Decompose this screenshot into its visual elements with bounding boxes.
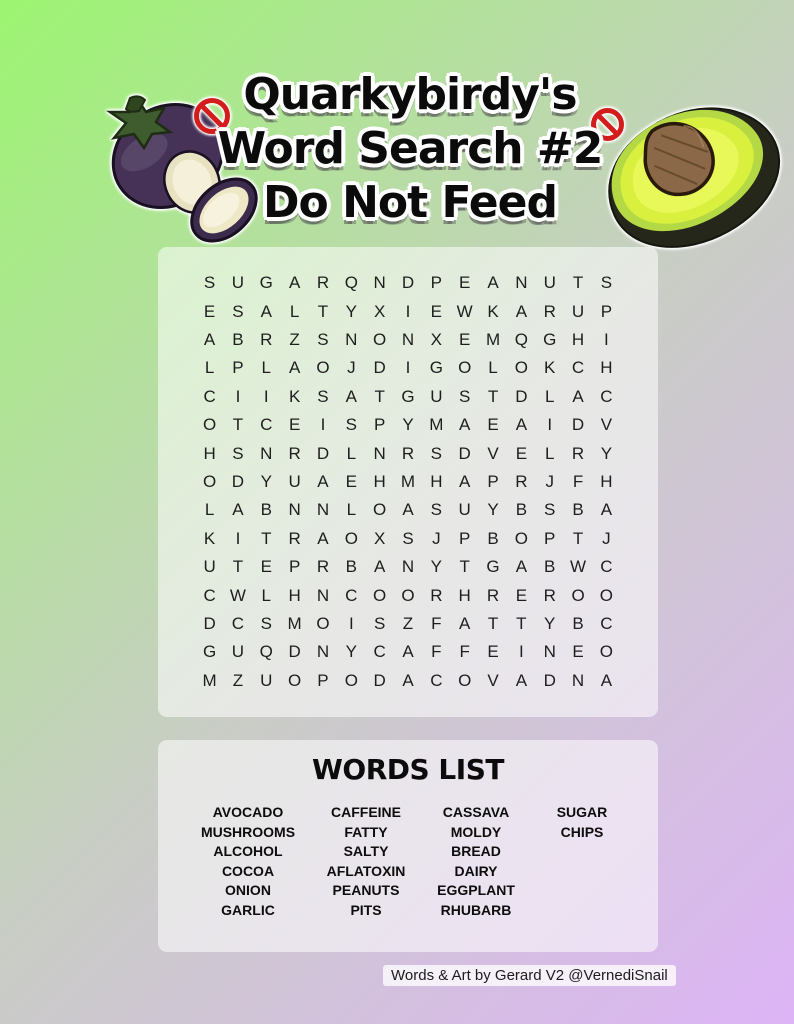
word-search-grid-panel <box>158 247 658 717</box>
word-item: CAFFEINE <box>331 804 401 820</box>
grid-letter[interactable]: L <box>544 443 555 463</box>
grid-letter[interactable]: A <box>402 500 414 520</box>
word-item: RHUBARB <box>440 901 512 918</box>
grid-letter[interactable]: H <box>600 358 613 378</box>
grid-letter[interactable]: I <box>235 528 241 548</box>
grid-letter[interactable]: I <box>405 358 411 378</box>
grid-letter[interactable]: D <box>288 642 301 662</box>
grid-letter[interactable]: L <box>488 358 498 378</box>
grid-letter[interactable]: R <box>288 443 301 463</box>
grid-letter[interactable]: O <box>344 670 358 690</box>
grid-letter[interactable]: L <box>204 500 215 520</box>
grid-letter[interactable]: U <box>203 557 216 577</box>
words-list-panel <box>158 740 658 952</box>
grid-letter[interactable]: U <box>260 670 273 690</box>
grid-letter[interactable]: C <box>231 613 245 633</box>
grid-letter[interactable]: N <box>345 330 358 350</box>
grid-letter[interactable]: M <box>400 471 416 491</box>
grid-letter[interactable]: G <box>401 386 415 406</box>
grid-letter[interactable]: O <box>344 528 358 548</box>
grid-letter[interactable]: E <box>459 330 471 350</box>
grid-letter[interactable]: J <box>602 528 611 548</box>
grid-letter[interactable]: L <box>346 443 357 463</box>
grid-letter[interactable]: I <box>405 301 411 321</box>
grid-letter[interactable]: Z <box>289 330 300 350</box>
grid-letter[interactable]: T <box>261 528 272 548</box>
grid-letter[interactable]: O <box>316 613 330 633</box>
word-item: MOLDY <box>450 823 502 840</box>
word-item: ONION <box>225 882 271 898</box>
grid-letter[interactable]: T <box>487 613 499 633</box>
grid-letter[interactable]: D <box>373 358 386 378</box>
grid-letter[interactable]: O <box>288 670 302 690</box>
grid-letter[interactable]: E <box>515 585 528 605</box>
words-column <box>327 803 406 920</box>
grid-letter[interactable]: O <box>202 415 217 435</box>
grid-letter[interactable]: A <box>232 500 244 520</box>
grid-letter[interactable]: N <box>316 642 330 662</box>
grid-letter[interactable]: G <box>486 557 500 577</box>
grid-letter[interactable]: E <box>459 273 471 293</box>
word-item: EGGPLANT <box>437 882 515 898</box>
grid-letter[interactable]: H <box>203 443 216 463</box>
grid-letter[interactable]: V <box>487 670 499 690</box>
grid-letter[interactable]: P <box>288 557 301 577</box>
grid-letter[interactable]: Y <box>430 557 443 577</box>
grid-letter[interactable]: P <box>459 528 471 548</box>
grid-letter[interactable]: C <box>600 386 613 406</box>
grid-letter[interactable]: N <box>401 330 415 350</box>
grid-letter[interactable]: Y <box>544 613 556 633</box>
grid-letter[interactable]: C <box>345 585 358 605</box>
grid-letter[interactable]: W <box>570 557 587 577</box>
grid-letter[interactable]: U <box>571 301 585 321</box>
grid-letter[interactable]: M <box>485 330 501 350</box>
words-column <box>557 803 608 842</box>
grid-letter[interactable]: G <box>259 273 273 293</box>
grid-letter[interactable]: A <box>515 557 528 577</box>
page-title-line-1: Quarkybirdy's <box>243 69 577 120</box>
grid-letter[interactable]: J <box>347 358 356 378</box>
grid-letter[interactable]: C <box>600 613 613 633</box>
grid-letter[interactable]: D <box>543 670 556 690</box>
grid-letter[interactable]: X <box>373 301 386 321</box>
grid-letter[interactable]: A <box>515 301 528 321</box>
grid-letter[interactable]: U <box>231 273 245 293</box>
grid-letter[interactable]: B <box>544 557 556 577</box>
grid-letter[interactable]: M <box>202 670 217 690</box>
grid-letter[interactable]: N <box>571 670 585 690</box>
grid-letter[interactable]: Y <box>402 415 414 435</box>
grid-letter[interactable]: R <box>430 585 443 605</box>
grid-letter[interactable]: A <box>600 500 613 520</box>
grid-letter[interactable]: C <box>600 557 613 577</box>
grid-letter[interactable]: F <box>431 642 442 662</box>
grid-letter[interactable]: N <box>316 500 330 520</box>
grid-letter[interactable]: W <box>229 585 246 605</box>
grid-letter[interactable]: L <box>289 301 300 321</box>
grid-letter[interactable]: A <box>459 471 471 491</box>
grid-letter[interactable]: O <box>571 585 585 605</box>
grid-letter[interactable]: O <box>514 528 528 548</box>
grid-letter[interactable]: R <box>316 273 330 293</box>
word-item: SUGAR <box>556 804 608 820</box>
grid-letter[interactable]: D <box>571 415 585 435</box>
grid-letter[interactable]: C <box>430 670 443 690</box>
grid-letter[interactable]: E <box>487 415 499 435</box>
grid-letter[interactable]: D <box>401 273 415 293</box>
grid-letter[interactable]: O <box>599 585 614 605</box>
grid-letter[interactable]: L <box>204 358 215 378</box>
grid-letter[interactable]: Y <box>600 443 613 463</box>
word-item: SALTY <box>343 843 389 859</box>
grid-letter[interactable]: Y <box>487 500 499 520</box>
grid-letter[interactable]: I <box>320 415 326 435</box>
grid-letter[interactable]: R <box>515 471 528 491</box>
grid-letter[interactable]: O <box>401 585 415 605</box>
grid-letter[interactable]: R <box>288 528 301 548</box>
grid-letter[interactable]: A <box>402 670 414 690</box>
word-item: AFLATOXIN <box>326 862 406 879</box>
grid-letter[interactable]: G <box>429 358 443 378</box>
grid-letter[interactable]: F <box>572 471 584 491</box>
grid-letter[interactable]: L <box>261 358 272 378</box>
grid-letter[interactable]: A <box>317 528 329 548</box>
grid-letter[interactable]: Z <box>232 670 244 690</box>
page-title-line-2: Word Search #2 <box>217 123 603 174</box>
grid-letter[interactable]: N <box>401 557 415 577</box>
page-title-line-3: Do Not Feed <box>263 177 557 228</box>
grid-letter[interactable]: A <box>459 613 471 633</box>
grid-letter[interactable]: S <box>232 301 244 321</box>
grid-letter[interactable]: U <box>458 500 471 520</box>
words-list-title: WORDS LIST <box>312 753 504 786</box>
grid-letter[interactable]: O <box>458 670 472 690</box>
grid-letter[interactable]: B <box>232 330 244 350</box>
grid-letter[interactable]: K <box>288 386 301 406</box>
grid-letter[interactable]: R <box>260 330 273 350</box>
grid-letter[interactable]: S <box>373 613 386 633</box>
grid-letter[interactable]: R <box>316 557 330 577</box>
grid-letter[interactable]: O <box>373 330 387 350</box>
word-item: GARLIC <box>221 901 275 918</box>
grid-letter[interactable]: F <box>459 642 470 662</box>
grid-letter[interactable]: F <box>431 613 442 633</box>
word-item: PITS <box>350 901 382 918</box>
grid-letter[interactable]: U <box>231 642 245 662</box>
grid-letter[interactable]: E <box>430 301 443 321</box>
grid-letter[interactable]: E <box>515 443 528 463</box>
grid-letter[interactable]: R <box>571 443 585 463</box>
grid-letter[interactable]: T <box>572 273 584 293</box>
grid-letter[interactable]: P <box>232 358 244 378</box>
grid-letter[interactable]: K <box>487 301 499 321</box>
grid-letter[interactable]: A <box>203 330 216 350</box>
grid-letter[interactable]: H <box>373 471 386 491</box>
grid-letter[interactable]: H <box>600 471 613 491</box>
grid-letter[interactable]: S <box>459 386 471 406</box>
grid-letter[interactable]: D <box>515 386 528 406</box>
grid-letter[interactable]: C <box>373 642 386 662</box>
grid-letter[interactable]: K <box>203 528 216 548</box>
grid-letter[interactable]: D <box>458 443 471 463</box>
grid-letter[interactable]: A <box>373 557 386 577</box>
grid-letter[interactable]: P <box>430 273 443 293</box>
grid-letter[interactable]: K <box>544 358 556 378</box>
grid-letter[interactable]: O <box>599 642 614 662</box>
grid-letter[interactable]: S <box>317 386 329 406</box>
grid-letter[interactable]: B <box>260 500 272 520</box>
grid-letter[interactable]: V <box>487 443 499 463</box>
grid-letter[interactable]: I <box>348 613 354 633</box>
grid-letter[interactable]: N <box>373 443 386 463</box>
grid-letter[interactable]: I <box>263 386 269 406</box>
grid-letter[interactable]: G <box>202 642 217 662</box>
grid-letter[interactable]: H <box>430 471 443 491</box>
grid-letter[interactable]: Y <box>345 301 357 321</box>
word-item: CHIPS <box>560 823 604 840</box>
grid-letter[interactable]: S <box>203 273 216 293</box>
grid-letter[interactable]: Y <box>260 471 272 491</box>
grid-letter[interactable]: U <box>543 273 556 293</box>
grid-letter[interactable]: A <box>600 670 613 690</box>
grid-letter[interactable]: H <box>288 585 301 605</box>
grid-letter[interactable]: B <box>572 500 584 520</box>
grid-letter[interactable]: Q <box>514 330 528 350</box>
grid-letter[interactable]: M <box>429 415 444 435</box>
grid-letter[interactable]: G <box>543 330 557 350</box>
grid-letter[interactable]: W <box>456 301 473 321</box>
word-item: AVOCADO <box>212 804 284 820</box>
grid-letter[interactable]: S <box>600 273 613 293</box>
grid-letter[interactable]: T <box>317 301 329 321</box>
grid-letter[interactable]: P <box>487 471 499 491</box>
grid-letter[interactable]: S <box>317 330 329 350</box>
grid-letter[interactable]: H <box>458 585 471 605</box>
grid-letter[interactable]: M <box>287 613 302 633</box>
grid-letter[interactable]: E <box>572 642 584 662</box>
word-item: DAIRY <box>454 862 498 879</box>
grid-letter[interactable]: S <box>345 415 357 435</box>
grid-letter[interactable]: B <box>345 557 357 577</box>
grid-letter[interactable]: A <box>345 386 357 406</box>
grid-letter[interactable]: A <box>288 358 301 378</box>
word-item: FATTY <box>344 823 388 840</box>
grid-letter[interactable]: V <box>600 415 613 435</box>
grid-letter[interactable]: R <box>543 301 556 321</box>
grid-letter[interactable]: O <box>202 471 217 491</box>
grid-letter[interactable]: P <box>544 528 556 548</box>
grid-letter[interactable]: N <box>260 443 273 463</box>
grid-letter[interactable]: C <box>203 386 216 406</box>
grid-letter[interactable]: J <box>432 528 441 548</box>
grid-letter[interactable]: B <box>487 528 499 548</box>
grid-letter[interactable]: X <box>373 528 386 548</box>
word-item: PEANUTS <box>332 882 400 898</box>
grid-letter[interactable]: D <box>203 613 216 633</box>
grid-letter[interactable]: P <box>373 415 386 435</box>
grid-letter[interactable]: A <box>459 415 471 435</box>
grid-letter[interactable]: T <box>232 415 244 435</box>
grid-letter[interactable]: A <box>572 386 584 406</box>
grid-letter[interactable]: I <box>547 415 553 435</box>
grid-letter[interactable]: O <box>373 500 387 520</box>
grid-letter[interactable]: R <box>543 585 556 605</box>
grid-letter[interactable]: P <box>317 670 329 690</box>
word-item: BREAD <box>451 843 501 859</box>
grid-letter[interactable]: I <box>235 386 241 406</box>
grid-letter[interactable]: Q <box>259 642 273 662</box>
grid-letter[interactable]: E <box>345 471 357 491</box>
grid-letter[interactable]: O <box>373 585 387 605</box>
grid-letter[interactable]: S <box>232 443 244 463</box>
grid-letter[interactable]: C <box>260 415 273 435</box>
grid-letter[interactable]: R <box>486 585 500 605</box>
grid-letter[interactable]: A <box>260 301 272 321</box>
word-item: CASSAVA <box>442 804 510 820</box>
grid-letter[interactable]: A <box>515 670 528 690</box>
grid-letter[interactable]: E <box>203 301 216 321</box>
word-item: COCOA <box>221 862 275 879</box>
word-item: ALCOHOL <box>213 843 283 859</box>
word-item: MUSHROOMS <box>200 823 296 840</box>
grid-letter[interactable]: L <box>346 500 357 520</box>
grid-letter[interactable]: S <box>430 443 443 463</box>
grid-letter[interactable]: O <box>316 358 330 378</box>
grid-letter[interactable]: E <box>487 642 499 662</box>
grid-letter[interactable]: L <box>261 585 272 605</box>
grid-letter[interactable]: N <box>543 642 556 662</box>
grid-letter[interactable]: C <box>203 585 216 605</box>
grid-letter[interactable]: R <box>401 443 415 463</box>
grid-letter[interactable]: N <box>288 500 301 520</box>
grid-letter[interactable]: X <box>430 330 443 350</box>
grid-letter[interactable]: I <box>519 642 524 662</box>
grid-letter[interactable]: A <box>317 471 329 491</box>
grid-letter[interactable]: U <box>288 471 301 491</box>
grid-letter[interactable]: E <box>288 415 301 435</box>
grid-letter[interactable]: D <box>316 443 330 463</box>
grid-letter[interactable]: S <box>402 528 414 548</box>
grid-letter[interactable]: P <box>600 301 613 321</box>
grid-letter[interactable]: D <box>231 471 245 491</box>
grid-letter[interactable]: T <box>459 557 470 577</box>
grid-letter[interactable]: A <box>487 273 499 293</box>
grid-letter[interactable]: T <box>487 386 499 406</box>
grid-letter[interactable]: H <box>571 330 585 350</box>
grid-letter[interactable]: C <box>571 358 585 378</box>
grid-letter[interactable]: D <box>373 670 386 690</box>
grid-letter[interactable]: O <box>458 358 472 378</box>
grid-letter[interactable]: B <box>572 613 584 633</box>
grid-letter[interactable]: N <box>316 585 330 605</box>
grid-letter[interactable]: Q <box>344 273 358 293</box>
words-column <box>437 803 515 920</box>
grid-letter[interactable]: T <box>374 386 385 406</box>
grid-letter[interactable]: L <box>544 386 555 406</box>
grid-letter[interactable]: A <box>288 273 301 293</box>
grid-letter[interactable]: E <box>260 557 272 577</box>
grid-letter[interactable]: S <box>260 613 272 633</box>
grid-letter[interactable]: T <box>232 557 244 577</box>
grid-letter[interactable]: Z <box>402 613 414 633</box>
letter-grid <box>158 247 658 717</box>
grid-letter[interactable]: A <box>515 415 528 435</box>
grid-letter[interactable]: T <box>572 528 584 548</box>
words-column <box>201 803 295 920</box>
grid-letter[interactable]: A <box>402 642 414 662</box>
page-title <box>140 68 680 230</box>
grid-letter[interactable]: B <box>515 500 528 520</box>
grid-letter[interactable]: Y <box>345 642 357 662</box>
grid-letter[interactable]: O <box>514 358 528 378</box>
grid-letter[interactable]: U <box>430 386 443 406</box>
credit-badge: Words & Art by Gerard V2 @VernediSnail <box>383 965 676 986</box>
grid-letter[interactable]: N <box>515 273 528 293</box>
grid-letter[interactable]: J <box>545 471 554 491</box>
grid-letter[interactable]: S <box>430 500 443 520</box>
words-columns <box>158 803 658 943</box>
grid-letter[interactable]: T <box>516 613 527 633</box>
grid-letter[interactable]: I <box>604 330 609 350</box>
grid-letter[interactable]: N <box>373 273 386 293</box>
grid-letter[interactable]: S <box>544 500 556 520</box>
